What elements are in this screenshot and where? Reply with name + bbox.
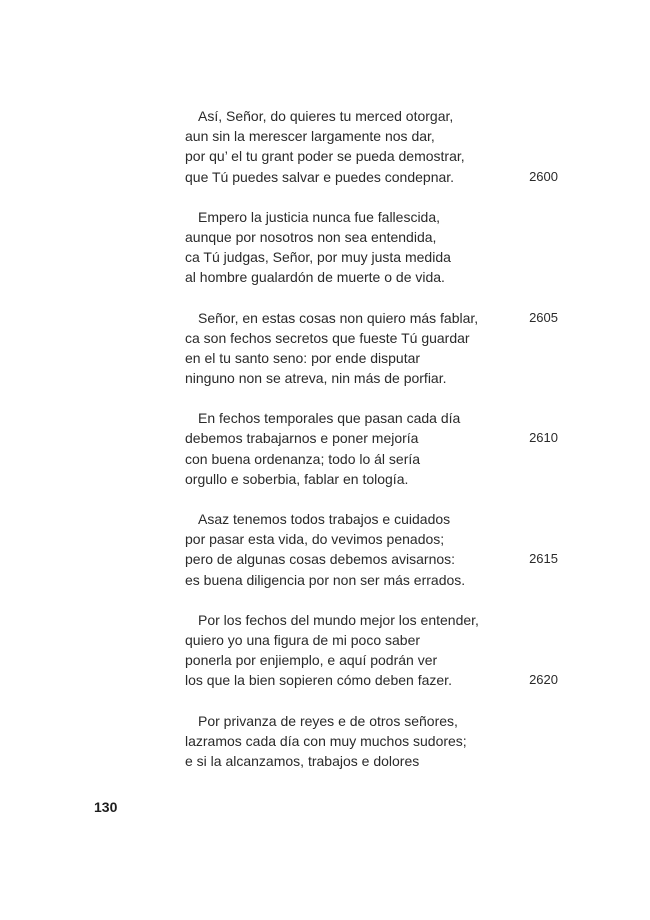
verse-text: que Tú puedes salvar e puedes condepnar.: [185, 168, 455, 185]
verse-line: [185, 509, 565, 529]
verse-text: pero de algunas cosas debemos avisarnos:: [185, 551, 456, 568]
verse-line: [185, 711, 565, 731]
line-number: 2610: [529, 430, 558, 446]
verse-text: ca Tú judgas, Señor, por muy justa medida: [185, 249, 451, 266]
line-number: 2615: [529, 551, 558, 567]
verse-text: debemos trabajarnos e poner mejoría: [185, 430, 419, 447]
stanza: [185, 207, 565, 288]
verse-text: ninguno non se atreva, nin más de porfiar.: [185, 370, 447, 387]
line-number: 2600: [529, 168, 558, 184]
poem-text: [185, 106, 565, 791]
verse-line: [185, 348, 565, 368]
verse-line: [185, 328, 565, 348]
verse-text: aunque por nosotros non sea entendida,: [185, 228, 437, 245]
verse-text: por qu’ el tu grant poder se pueda demostrar,: [185, 148, 465, 165]
verse-line: [185, 167, 565, 187]
verse-text: es buena diligencia por non ser más errados.: [185, 571, 466, 588]
verse-text: Empero la justicia nunca fue fallescida,: [198, 208, 441, 225]
verse-line: [185, 428, 565, 448]
page-number: 130: [94, 799, 118, 815]
verse-text: Así, Señor, do quieres tu merced otorgar,: [198, 108, 454, 124]
verse-line: [185, 207, 565, 227]
verse-line: [185, 227, 565, 247]
stanza: [185, 408, 565, 489]
verse-text: En fechos temporales que pasan cada día: [198, 410, 461, 427]
verse-line: [185, 670, 565, 690]
verse-line: [185, 650, 565, 670]
verse-text: lazramos cada día con muy muchos sudores;: [185, 732, 467, 749]
verse-line: [185, 247, 565, 267]
verse-line: [185, 570, 565, 590]
verse-text: Señor, en estas cosas non quiero más fablar,: [198, 309, 479, 326]
verse-line: [185, 610, 565, 630]
verse-text: quiero yo una figura de mi poco saber: [185, 631, 421, 648]
verse-text: en el tu santo seno: por ende disputar: [185, 349, 421, 366]
verse-text: Por los fechos del mundo mejor los entender,: [198, 611, 479, 628]
verse-text: orgullo e soberbia, fablar en tología.: [185, 470, 409, 487]
verse-text: Por privanza de reyes e de otros señores,: [198, 712, 458, 729]
line-number: 2620: [529, 672, 558, 688]
verse-text: por pasar esta vida, do vevimos penados;: [185, 531, 445, 548]
verse-line: [185, 308, 565, 328]
verse-text: e si la alcanzamos, trabajos e dolores: [185, 752, 420, 769]
verse-line: [185, 529, 565, 549]
verse-line: [185, 449, 565, 469]
verse-line: [185, 630, 565, 650]
verse-line: [185, 106, 565, 126]
verse-line: [185, 731, 565, 751]
verse-text: con buena ordenanza; todo lo ál sería: [185, 450, 421, 467]
verse-line: [185, 267, 565, 287]
verse-text: ca son fechos secretos que fueste Tú guardar: [185, 329, 470, 346]
verse-line: [185, 126, 565, 146]
line-number: 2605: [529, 309, 558, 325]
stanza: [185, 509, 565, 590]
verse-line: [185, 751, 565, 771]
verse-text: aun sin la merescer largamente nos dar,: [185, 128, 435, 145]
verse-line: [185, 408, 565, 428]
stanza: [185, 711, 565, 772]
verse-line: [185, 469, 565, 489]
stanza: [185, 106, 565, 187]
stanza: [185, 610, 565, 691]
verse-text: al hombre gualardón de muerte o de vida.: [185, 269, 445, 286]
verse-line: [185, 368, 565, 388]
verse-text: los que la bien sopieren cómo deben fazer.: [185, 672, 452, 689]
verse-line: [185, 146, 565, 166]
verse-text: ponerla por enjiemplo, e aquí podrán ver: [185, 652, 438, 669]
verse-text: Asaz tenemos todos trabajos e cuidados: [198, 511, 451, 527]
stanza: [185, 308, 565, 389]
verse-line: [185, 549, 565, 569]
